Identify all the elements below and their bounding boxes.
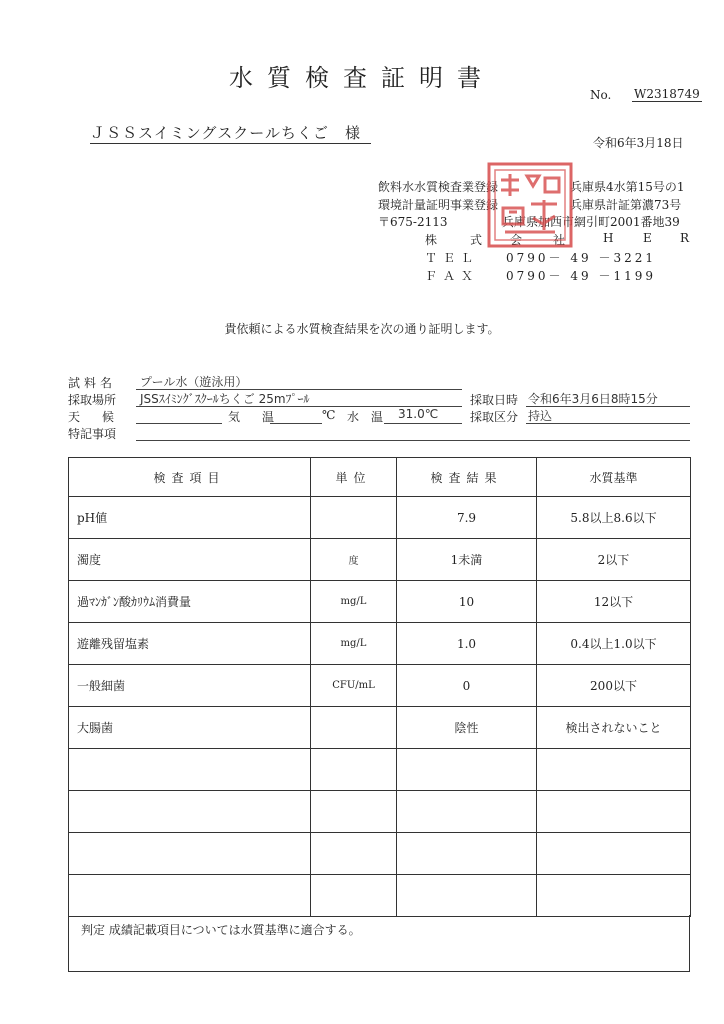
company-seal-stamp (485, 160, 575, 250)
row-result: 7.9 (397, 497, 537, 539)
row-unit: mg/L (311, 581, 397, 623)
row-standard: 200以下 (537, 665, 691, 707)
row-item: 一般細菌 (69, 665, 311, 707)
category-underline (526, 423, 690, 424)
row-result: 陰性 (397, 707, 537, 749)
notes-underline (136, 440, 690, 441)
row-unit (311, 707, 397, 749)
postal-code: 〒675-2113 (378, 215, 448, 229)
row-result: 1未満 (397, 539, 537, 581)
air-temp-unit: ℃ (322, 408, 336, 422)
water-temp-value: 31.0℃ (398, 407, 439, 421)
air-temp-underline (270, 423, 322, 424)
row-item: 大腸菌 (69, 707, 311, 749)
intro-statement: 貴依頼による水質検査結果を次の通り証明します。 (224, 322, 500, 336)
registration-env-label: 環境計量証明事業登録 (378, 198, 499, 212)
row-result: 0 (397, 665, 537, 707)
table-row (69, 665, 691, 707)
row-standard: 12以下 (537, 581, 691, 623)
table-row (69, 707, 691, 749)
company-char-4: 社 (553, 233, 566, 247)
row-standard: 0.4以上1.0以下 (537, 623, 691, 665)
row-result: 1.0 (397, 623, 537, 665)
notes-label: 特記事項 (68, 427, 117, 441)
row-unit (311, 497, 397, 539)
table-row-empty (69, 791, 691, 833)
registration-drinking-label: 飲料水水質検査業登録 (378, 180, 499, 194)
results-table (68, 457, 691, 917)
row-item: 過ﾏﾝｶﾞﾝ酸ｶﾘｳﾑ消費量 (69, 581, 311, 623)
table-row (69, 497, 691, 539)
tel-label: ＴＥＬ (425, 251, 480, 265)
air-temp-label: 気温 (228, 410, 297, 424)
row-result: 10 (397, 581, 537, 623)
company-char-2: 式 (470, 233, 483, 247)
judgement-box (68, 915, 690, 972)
fax-label: ＦＡＸ (425, 269, 480, 283)
header-item: 検査項目 (69, 458, 311, 497)
water-temp-label: 水温 (347, 410, 396, 424)
sample-datetime-value: 令和6年3月6日8時15分 (528, 392, 658, 406)
table-row-empty (69, 749, 691, 791)
table-row (69, 623, 691, 665)
company-char-6: E (643, 231, 652, 245)
row-unit: CFU/mL (311, 665, 397, 707)
sample-place-value: JSSｽｲﾐﾝｸﾞｽｸｰﾙちくご 25mﾌﾟｰﾙ (140, 392, 310, 406)
registration-env-number: 兵庫県計証第濃73号 (570, 198, 682, 212)
table-row-empty (69, 833, 691, 875)
fax-number: 0790－ 49 －1199 (506, 269, 656, 283)
row-unit: mg/L (311, 623, 397, 665)
header-unit: 単位 (311, 458, 397, 497)
company-char-1: 株 (425, 233, 438, 247)
table-row (69, 539, 691, 581)
water-temp-underline (384, 423, 462, 424)
company-char-3: 会 (510, 233, 523, 247)
sample-category-label: 採取区分 (470, 410, 519, 424)
row-standard: 検出されないこと (537, 707, 691, 749)
header-result: 検査結果 (397, 458, 537, 497)
table-row-empty (69, 875, 691, 917)
sample-material-value: プール水（遊泳用） (140, 375, 248, 389)
row-unit: 度 (311, 539, 397, 581)
row-standard: 2以下 (537, 539, 691, 581)
sample-datetime-label: 採取日時 (470, 393, 519, 407)
header-standard: 水質基準 (537, 458, 691, 497)
certificate-number: W2318749 (634, 87, 700, 101)
weather-underline (136, 423, 222, 424)
document-title: 水質検査証明書 (229, 64, 495, 92)
sample-category-value: 持込 (528, 409, 553, 423)
row-item: 濁度 (69, 539, 311, 581)
row-item: 遊離残留塩素 (69, 623, 311, 665)
recipient-name: ＪＳＳスイミングスクールちくご 様 (90, 122, 371, 144)
registration-drinking-number: 兵庫県4水第15号の1 (570, 180, 685, 194)
sample-place-label: 採取場所 (68, 393, 117, 407)
company-char-7: R (680, 231, 690, 245)
issuer-address: 兵庫県加西市網引町2001番地39 (502, 215, 680, 229)
tel-number: 0790－ 49 －3221 (506, 251, 656, 265)
table-header-row (69, 458, 691, 497)
number-label: No. (590, 88, 612, 102)
table-row (69, 581, 691, 623)
issue-date: 令和6年3月18日 (593, 136, 684, 150)
judgement-text: 判定 成績記載項目については水質基準に適合する。 (81, 923, 361, 937)
sample-material-label: 試料名 (68, 376, 117, 390)
weather-label: 天候 (68, 410, 137, 424)
row-standard: 5.8以上8.6以下 (537, 497, 691, 539)
row-item: pH値 (69, 497, 311, 539)
company-char-5: H (603, 231, 614, 245)
